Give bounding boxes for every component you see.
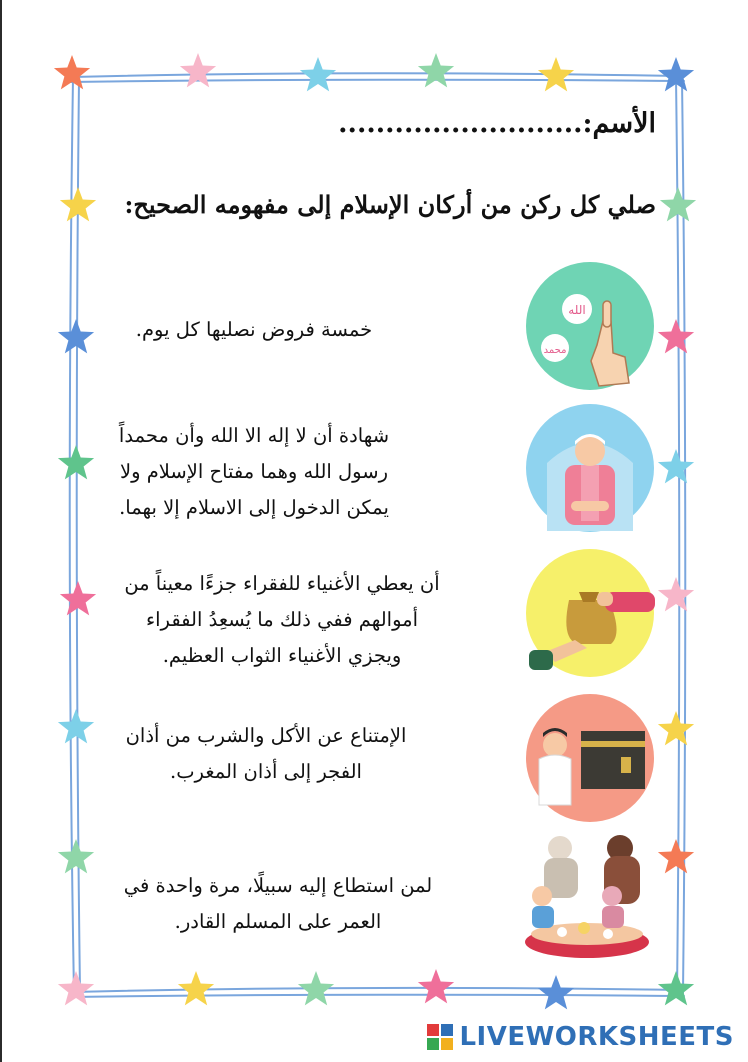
praying-boy-icon[interactable] (525, 403, 655, 533)
liveworksheets-logo-icon (427, 1024, 453, 1050)
definition-line: لمن استطاع إليه سبيلًا، مرة واحدة في (123, 874, 433, 897)
shahada-hand-icon[interactable] (525, 261, 655, 391)
definition-line: ويجزي الأغنياء الثواب العظيم. (162, 644, 402, 667)
definition-line: الفجر إلى أذان المغرب. (170, 760, 362, 783)
definition-shahada[interactable] (84, 418, 424, 526)
definition-line: شهادة أن لا إله الا الله وأن محمداً (118, 424, 390, 447)
definition-line: أموالهم ففي ذلك ما يُسعِدُ الفقراء (145, 608, 419, 631)
definition-zakat[interactable] (112, 566, 452, 674)
family-iftar-icon[interactable] (522, 830, 652, 960)
charity-bag-icon[interactable] (525, 548, 655, 678)
student-name-line[interactable]: الأسم:.......................... (338, 108, 656, 139)
definition-line: العمر على المسلم القادر. (174, 910, 382, 933)
definition-line: خمسة فروض نصليها كل يوم. (135, 318, 373, 341)
badge-muhammad-text: محمد (543, 345, 567, 356)
definition-line: يمكن الدخول إلى الاسلام إلا بهما. (119, 496, 389, 519)
instruction-heading: صلي كل ركن من أركان الإسلام إلى مفهومه الصحيح: (124, 190, 656, 219)
definition-prayer[interactable] (84, 312, 424, 348)
badge-allah-text: الله (568, 303, 586, 317)
definition-fasting[interactable] (96, 718, 436, 790)
definition-line: رسول الله وهما مفتاح الإسلام ولا (119, 460, 389, 483)
definition-line: أن يعطي الأغنياء للفقراء جزءًا معيناً من (124, 572, 440, 595)
definition-hajj[interactable] (108, 868, 448, 940)
definition-line: الإمتناع عن الأكل والشرب من أذان (125, 724, 407, 747)
kaaba-pilgrim-icon[interactable] (525, 693, 655, 823)
brand-name: LIVEWORKSHEETS (459, 1022, 734, 1052)
liveworksheets-brand[interactable] (427, 1022, 734, 1052)
